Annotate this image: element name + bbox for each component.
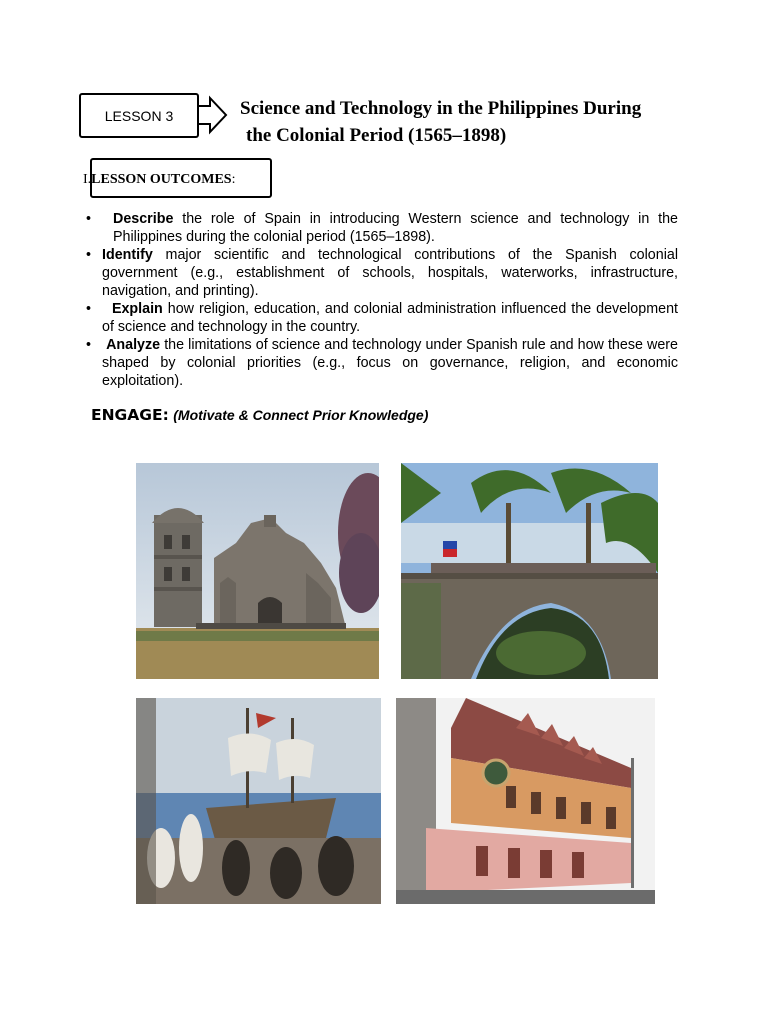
galleon-mural-photo bbox=[136, 698, 381, 904]
lesson-number: LESSON 3 bbox=[104, 108, 174, 124]
lesson-title-line2: the Colonial Period (1565–1898) bbox=[246, 125, 507, 146]
list-item bbox=[86, 246, 678, 300]
engage-subtitle: (Motivate & Connect Prior Knowledge) bbox=[173, 407, 429, 423]
outcomes-heading bbox=[83, 172, 236, 188]
list-item bbox=[86, 210, 678, 246]
outcomes-heading-colon: : bbox=[231, 172, 236, 187]
outcome-verb: Describe bbox=[113, 211, 174, 227]
outcome-verb: Identify bbox=[102, 247, 153, 263]
bridge-photo bbox=[401, 463, 658, 679]
outcomes-list bbox=[86, 210, 678, 390]
outcome-text: the limitations of science and technology under Spanish rule and how these were shaped by colonial priorities (e.g., focus on governance, religion, and economic exploitation). bbox=[102, 337, 678, 389]
bullet-icon: • bbox=[86, 247, 92, 263]
list-item bbox=[86, 300, 678, 336]
engage-heading bbox=[91, 406, 428, 425]
engage-label: ENGAGE: bbox=[91, 406, 169, 424]
heritage-building-photo bbox=[396, 698, 655, 904]
outcome-text: the role of Spain in introducing Western science and technology in the Philippines during the colonial period (1565–1898). bbox=[113, 211, 678, 245]
list-item bbox=[86, 336, 678, 390]
outcome-verb: Analyze bbox=[106, 337, 161, 353]
outcomes-heading-text: LESSON OUTCOMES bbox=[91, 172, 232, 187]
outcome-text: how religion, education, and colonial administration influenced the development of science and technology in the country. bbox=[102, 301, 678, 335]
outcome-text: major scientific and technological contributions of the Spanish colonial government (e.g., establishment of schools, hospitals, waterworks, infrastructure, navigation, and printing). bbox=[102, 247, 678, 299]
lesson-number-box bbox=[79, 93, 199, 138]
outcomes-roman-numeral: I. bbox=[83, 172, 92, 187]
lesson-title bbox=[240, 95, 710, 149]
bullet-icon: • bbox=[86, 337, 92, 353]
bullet-icon: • bbox=[86, 301, 92, 317]
arrow-right-icon bbox=[198, 94, 228, 136]
lesson-title-line1: Science and Technology in the Philippines During bbox=[240, 98, 642, 119]
church-photo bbox=[136, 463, 379, 679]
outcome-verb: Explain bbox=[111, 301, 163, 317]
bullet-icon: • bbox=[86, 211, 92, 227]
